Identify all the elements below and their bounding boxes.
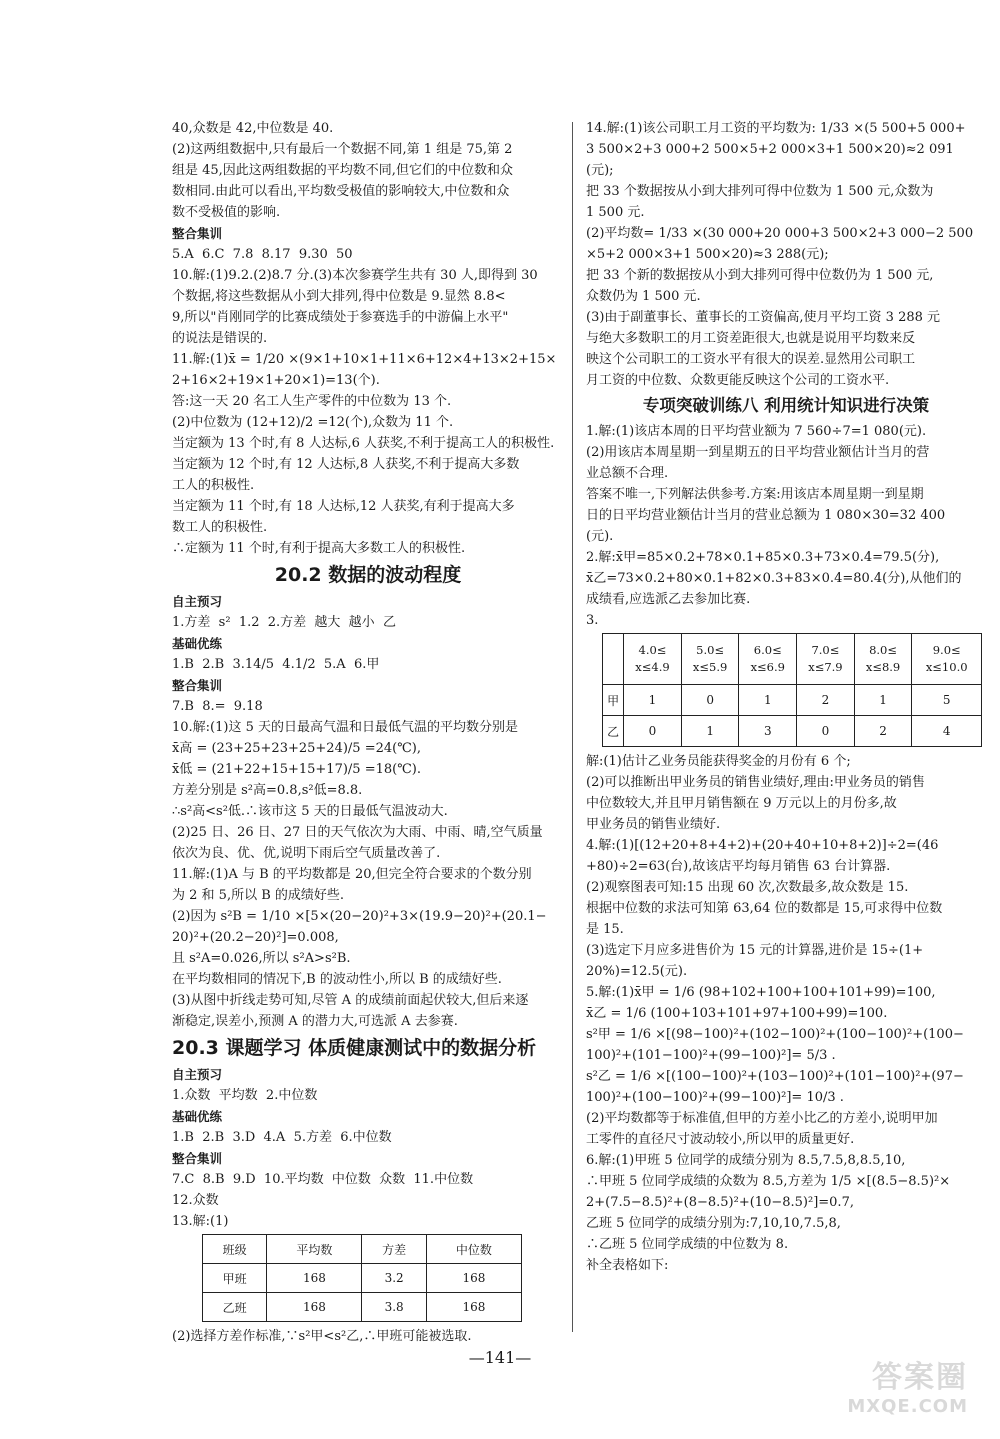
section-label: 基础优练	[172, 1109, 223, 1124]
text-line: 7.C 8.B 9.D 10.平均数 中位数 众数 11.中位数	[172, 1172, 474, 1187]
text-line: 个数据,将这些数据从小到大排列,得中位数是 9.显然 8.8<	[172, 289, 506, 304]
section-label: 整合集训	[172, 1151, 223, 1166]
text-line: (2)25 日、26 日、27 日的天气依次为大雨、中雨、晴,空气质量	[172, 825, 543, 840]
text-line: 10.解:(1)9.2.(2)8.7 分.(3)本次参赛学生共有 30 人,即得到 30	[172, 268, 538, 283]
table-cell: 168	[426, 1293, 521, 1322]
text-line: 成绩看,应选派乙去参加比赛.	[586, 592, 751, 607]
table-header-cell: 班级	[203, 1235, 267, 1264]
text-line: (2)因为 s²B = 1/10 ×[5×(20−20)²+3×(19.9−20)²+(20.1−	[172, 909, 547, 924]
text-line: 40,众数是 42,中位数是 40.	[172, 121, 334, 136]
text-line: 在平均数相同的情况下,B 的波动性小,所以 B 的成绩好些.	[172, 972, 502, 987]
table-row	[203, 1293, 522, 1322]
text-line: (2)观察图表可知:15 出现 60 次,次数最多,故众数是 15.	[586, 880, 909, 895]
table-cell: 5	[912, 685, 982, 716]
text-line: ∴定额为 11 个时,有利于提高大多数工人的积极性.	[172, 541, 466, 556]
text-line: 补全表格如下:	[586, 1258, 669, 1273]
heading-20-2: 20.2 数据的波动程度	[274, 564, 462, 586]
right-block-b	[586, 421, 986, 631]
table-row	[203, 1264, 522, 1293]
text-line: 月工资的中位数、众数更能反映这个公司的工资水平.	[586, 373, 890, 388]
text-line: 7.B 8.= 9.18	[172, 699, 263, 714]
section-label: 基础优练	[172, 636, 223, 651]
text-line: 渐稳定,误差小,预测 A 的潜力大,可选派 A 去参赛.	[172, 1014, 458, 1029]
table-header-row	[603, 634, 982, 685]
table-header-cell: 4.0≤ x≤4.9	[624, 634, 682, 685]
text-line: x̄乙 = 1/6 (100+103+101+97+100+99)=100.	[586, 1006, 888, 1021]
text-line: 11.解:(1)x̄ = 1/20 ×(9×1+10×1+11×6+12×4+13×2+15×	[172, 352, 557, 367]
table-cell: 甲班	[203, 1264, 267, 1293]
table-sales-distribution	[602, 633, 982, 747]
table-row	[603, 685, 982, 716]
text-line: 解:(1)估计乙业务员能获得奖金的月份有 6 个;	[586, 754, 851, 769]
left-block-f	[172, 1085, 564, 1106]
text-line: 当定额为 12 个时,有 12 人达标,8 人获奖,不利于提高大多数	[172, 457, 520, 472]
left-block-i	[172, 1326, 564, 1347]
right-block-c	[586, 751, 986, 1276]
text-line: 组是 45,因此这两组数据的平均数不同,但它们的中位数和众	[172, 163, 513, 178]
text-line: x̄乙=73×0.2+80×0.1+82×0.3+83×0.4=80.4(分),从他们的	[586, 571, 962, 586]
text-line: ∴s²高<s²低.∴该市这 5 天的日最低气温波动大.	[172, 804, 448, 819]
section-label: 整合集训	[172, 678, 223, 693]
text-line: 5.A 6.C 7.8 8.17 9.30 50	[172, 247, 353, 262]
text-line: 2+16×2+19×1+20×1)=13(个).	[172, 373, 380, 388]
text-line: 答案不唯一,下列解法供参考.方案:用该店本周星期一到星期	[586, 487, 924, 502]
section-label: 自主预习	[172, 1067, 223, 1082]
text-line: 3.	[586, 613, 599, 628]
left-block-b	[172, 244, 564, 559]
text-line: x̄低 = (21+22+15+15+17)/5 =18(℃).	[172, 762, 421, 777]
heading-special-training: 专项突破训练八 利用统计知识进行决策	[642, 396, 930, 415]
right-block-a	[586, 118, 986, 391]
text-line: 众数仍为 1 500 元.	[586, 289, 701, 304]
text-line: 5.解:(1)x̄甲 = 1/6 (98+102+100+100+101+99)=100,	[586, 985, 936, 1000]
section-label: 整合集训	[172, 226, 223, 241]
text-line: 9,所以"肖刚同学的比赛成绩处于参赛选手的中游偏上水平"	[172, 310, 509, 325]
text-line: 1.众数 平均数 2.中位数	[172, 1088, 318, 1103]
text-line: 11.解:(1)A 与 B 的平均数都是 20,但完全符合要求的个数分别	[172, 867, 532, 882]
text-line: 10.解:(1)这 5 天的日最高气温和日最低气温的平均数分别是	[172, 720, 519, 735]
text-line: (3)从图中折线走势可知,尽管 A 的成绩前面起伏较大,但后来逐	[172, 993, 529, 1008]
text-line: 乙班 5 位同学的成绩分别为:7,10,10,7.5,8,	[586, 1216, 841, 1231]
text-line: 映这个公司职工的工资水平有很大的误差.显然用公司职工	[586, 352, 916, 367]
table-cell: 甲	[603, 685, 624, 716]
left-block-h	[172, 1169, 564, 1232]
left-column	[172, 118, 564, 1347]
section-label: 自主预习	[172, 594, 223, 609]
table-header-cell: 8.0≤ x≤8.9	[854, 634, 912, 685]
watermark-logo: 答案圈	[872, 1360, 968, 1395]
table-header-cell: 5.0≤ x≤5.9	[681, 634, 739, 685]
table-cell: 3.2	[362, 1264, 426, 1293]
text-line: (2)这两组数据中,只有最后一个数据不同,第 1 组是 75,第 2	[172, 142, 513, 157]
text-line: 4.解:(1)[(12+20+8+4+2)+(20+40+10+8+2)]÷2=(46	[586, 838, 939, 853]
text-line: 13.解:(1)	[172, 1214, 229, 1229]
text-line: 是 15.	[586, 922, 624, 937]
text-line: 答:这一天 20 名工人生产零件的中位数为 13 个.	[172, 394, 452, 409]
text-line: s²乙 = 1/6 ×[(100−100)²+(103−100)²+(101−100)²+(97−	[586, 1069, 964, 1084]
text-line: 把 33 个新的数据按从小到大排列可得中位数仍为 1 500 元,	[586, 268, 934, 283]
left-block-c	[172, 612, 564, 633]
table-header-cell: 平均数	[267, 1235, 362, 1264]
text-line: ∴甲班 5 位同学成绩的众数为 8.5,方差为 1/5 ×[(8.5−8.5)²×	[586, 1174, 951, 1189]
text-line: 把 33 个数据按从小到大排列可得中位数为 1 500 元,众数为	[586, 184, 934, 199]
left-block-e	[172, 696, 564, 1032]
text-line: 工人的积极性.	[172, 478, 255, 493]
watermark-url: MXQE.COM	[847, 1396, 968, 1417]
text-line: (3)选定下月应多进售价为 15 元的计算器,进价是 15÷(1+	[586, 943, 924, 958]
text-line: (2)中位数为 (12+12)/2 =12(个),众数为 11 个.	[172, 415, 454, 430]
text-line: 12.众数	[172, 1193, 219, 1208]
text-line: x̄高 = (23+25+23+25+24)/5 =24(℃),	[172, 741, 421, 756]
column-divider	[572, 122, 573, 1332]
table-cell: 2	[854, 716, 912, 747]
table-header-cell: 7.0≤ x≤7.9	[797, 634, 855, 685]
text-line: 当定额为 13 个时,有 8 人达标,6 人获奖,不利于提高工人的积极性.	[172, 436, 555, 451]
table-row	[603, 716, 982, 747]
text-line: 中位数较大,并且甲月销售额在 9 万元以上的月份多,故	[586, 796, 897, 811]
text-line: 3 500×2+3 000+2 500×5+2 000×3+1 500×20)≈2 091	[586, 142, 954, 157]
table-cell: 1	[739, 685, 797, 716]
text-line: +80)÷2=63(台),故该店平均每月销售 63 台计算器.	[586, 859, 891, 874]
text-line: (2)平均数都等于标准值,但甲的方差小比乙的方差小,说明甲加	[586, 1111, 938, 1126]
table-header-cell: 6.0≤ x≤6.9	[739, 634, 797, 685]
text-line: 1.B 2.B 3.D 4.A 5.方差 6.中位数	[172, 1130, 392, 1145]
table-class-stats	[202, 1234, 522, 1322]
text-line: 根据中位数的求法可知第 63,64 位的数都是 15,可求得中位数	[586, 901, 943, 916]
text-line: 14.解:(1)该公司职工月工资的平均数为: 1/33 ×(5 500+5 000+	[586, 121, 966, 136]
table-cell: 4	[912, 716, 982, 747]
text-line: 1.方差 s² 1.2 2.方差 越大 越小 乙	[172, 615, 396, 630]
table-cell: 168	[267, 1293, 362, 1322]
table-cell: 乙班	[203, 1293, 267, 1322]
table-cell: 1	[681, 716, 739, 747]
text-line: 20%)=12.5(元).	[586, 964, 688, 979]
text-line: (2)可以推断出甲业务员的销售业绩好,理由:甲业务员的销售	[586, 775, 925, 790]
table-cell: 0	[797, 716, 855, 747]
text-line: 100)²+(100−100)²+(99−100)²]= 10/3 .	[586, 1090, 844, 1105]
text-line: 且 s²A=0.026,所以 s²A>s²B.	[172, 951, 351, 966]
table-cell: 乙	[603, 716, 624, 747]
text-line: 甲业务员的销售业绩好.	[586, 817, 721, 832]
text-line: 数相同.由此可以看出,平均数受极值的影响较大,中位数和众	[172, 184, 510, 199]
text-line: 与绝大多数职工的月工资差距很大,也就是说用平均数来反	[586, 331, 916, 346]
text-line: 数不受极值的影响.	[172, 205, 281, 220]
text-line: s²甲 = 1/6 ×[(98−100)²+(102−100)²+(100−100)²+(100−	[586, 1027, 964, 1042]
text-line: 当定额为 11 个时,有 18 人达标,12 人获奖,有利于提高大多	[172, 499, 515, 514]
page-number: —141—	[468, 1348, 532, 1367]
text-line: 6.解:(1)甲班 5 位同学的成绩分别为 8.5,7.5,8,8.5,10,	[586, 1153, 906, 1168]
text-line: (元).	[586, 529, 614, 544]
text-line: 20)²+(20.2−20)²]=0.008,	[172, 930, 339, 945]
watermark	[828, 1352, 978, 1430]
text-line: 1.B 2.B 3.14/5 4.1/2 5.A 6.甲	[172, 657, 380, 672]
left-block-d	[172, 654, 564, 675]
text-line: 工零件的直径尺寸波动较小,所以甲的质量更好.	[586, 1132, 855, 1147]
text-line: (2)选择方差作标准,∵s²甲<s²乙,∴甲班可能被选取.	[172, 1329, 472, 1344]
left-block-g	[172, 1127, 564, 1148]
text-line: 的说法是错误的.	[172, 331, 268, 346]
text-line: ×5+2 000×3+1 500×20)≈3 288(元);	[586, 247, 829, 262]
text-line: 2+(7.5−8.5)²+(8−8.5)²+(10−8.5)²]=0.7,	[586, 1195, 854, 1210]
text-line: 2.解:x̄甲=85×0.2+78×0.1+85×0.3+73×0.4=79.5(分),	[586, 550, 940, 565]
text-line: 日的日平均营业额估计当月的营业总额为 1 080×30=32 400	[586, 508, 946, 523]
text-line: 依次为良、优、优,说明下雨后空气质量改善了.	[172, 846, 441, 861]
left-block-a	[172, 118, 564, 223]
table-cell: 0	[681, 685, 739, 716]
text-line: ∴乙班 5 位同学成绩的中位数为 8.	[586, 1237, 789, 1252]
text-line: (2)平均数= 1/33 ×(30 000+20 000+3 500×2+3 000−2 500	[586, 226, 974, 241]
text-line: 业总额不合理.	[586, 466, 669, 481]
table-cell: 2	[797, 685, 855, 716]
table-header-cell	[603, 634, 624, 685]
table-header-cell: 方差	[362, 1235, 426, 1264]
heading-20-3: 20.3 课题学习 体质健康测试中的数据分析	[172, 1037, 537, 1059]
table-cell: 1	[854, 685, 912, 716]
table-header-cell: 9.0≤ x≤10.0	[912, 634, 982, 685]
table-cell: 168	[267, 1264, 362, 1293]
table-cell: 168	[426, 1264, 521, 1293]
text-line: (3)由于副董事长、董事长的工资偏高,使月平均工资 3 288 元	[586, 310, 941, 325]
text-line: 方差分别是 s²高=0.8,s²低=8.8.	[172, 783, 363, 798]
table-cell: 0	[624, 716, 682, 747]
table-header-row	[203, 1235, 522, 1264]
text-line: 100)²+(101−100)²+(99−100)²]= 5/3 .	[586, 1048, 836, 1063]
text-line: (元);	[586, 163, 614, 178]
text-line: 1 500 元.	[586, 205, 645, 220]
text-line: 为 2 和 5,所以 B 的成绩好些.	[172, 888, 345, 903]
table-header-cell: 中位数	[426, 1235, 521, 1264]
text-line: (2)用该店本周星期一到星期五的日平均营业额估计当月的营	[586, 445, 930, 460]
text-line: 数工人的积极性.	[172, 520, 268, 535]
text-line: 1.解:(1)该店本周的日平均营业额为 7 560÷7=1 080(元).	[586, 424, 927, 439]
table-cell: 3	[739, 716, 797, 747]
right-column	[586, 118, 986, 1276]
table-cell: 3.8	[362, 1293, 426, 1322]
table-cell: 1	[624, 685, 682, 716]
